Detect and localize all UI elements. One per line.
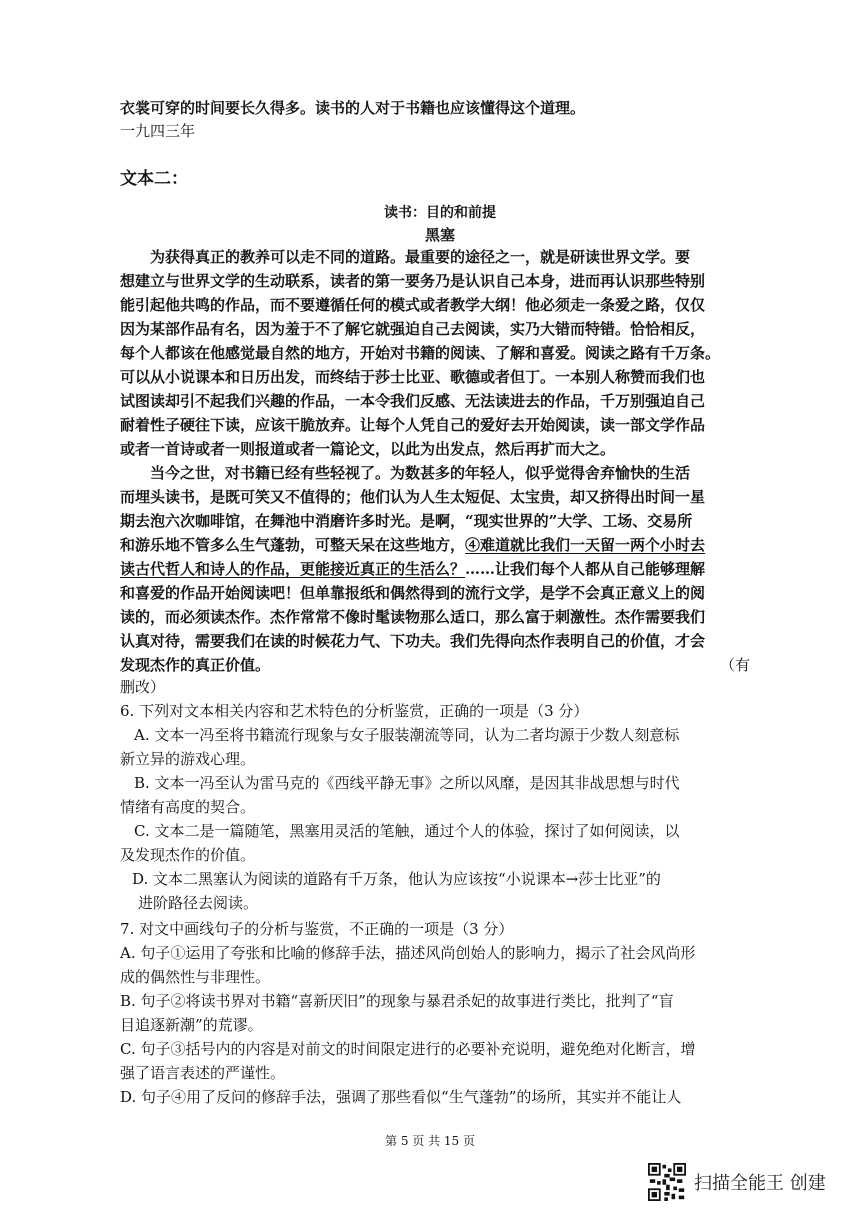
p2-line-text: 和游乐地不管多么生气蓬勃，可整天呆在这些地方， xyxy=(120,536,466,554)
qr-code-icon xyxy=(648,1163,686,1201)
p1-line: 想建立与世界文学的生动联系，读者的第一要务乃是认识自己本身，进而再认识那些特别 xyxy=(120,272,706,290)
p1-line: 为获得真正的教养可以走不同的道路。最重要的途径之一，就是研读世界文学。要 xyxy=(150,248,691,266)
q6-option-c-cont: 及发现杰作的价值。 xyxy=(120,846,256,864)
p1-line: 每个人都该在他感觉最自然的地方，开始对书籍的阅读、了解和喜爱。阅读之路有千万条。 xyxy=(120,344,721,362)
q6-option-a-cont: 新立异的游戏心理。 xyxy=(120,750,256,768)
p2-line: 而埋头读书，是既可笑又不值得的；他们认为人生太短促、太宝贵，却又挤得出时间一星 xyxy=(120,488,706,506)
q6-option-a: A. 文本一冯至将书籍流行现象与女子服装潮流等同，认为二者均源于少数人刻意标 xyxy=(134,726,680,744)
text1-last-line: 衣裳可穿的时间要长久得多。读书的人对于书籍也应该懂得这个道理。 xyxy=(120,99,586,117)
p2-line: 认真对待，需要我们在读的时候花力气、下功夫。我们先得向杰作表明自己的价值，才会 xyxy=(120,632,706,650)
p2-line-with-underline xyxy=(120,534,760,556)
q7-stem: 7. 对文中画线句子的分析与鉴赏，不正确的一项是（3 分） xyxy=(120,920,514,938)
q6-option-b: B. 文本一冯至认为雷马克的《西线平静无事》之所以风靡，是因其非战思想与时代 xyxy=(134,774,680,792)
p2-line: 当今之世，对书籍已经有些轻视了。为数甚多的年轻人，似乎觉得舍弃愉快的生活 xyxy=(150,464,691,482)
p1-line: 可以从小说课本和日历出发，而终结于莎士比亚、歌德或者但丁。一本别人称赞而我们也 xyxy=(120,368,706,386)
source-note: （有 xyxy=(720,656,751,674)
source-note-cont: 删改） xyxy=(120,678,166,696)
text1-date: 一九四三年 xyxy=(120,122,196,140)
q7-option-d: D. 句子④用了反问的修辞手法，强调了那些看似“生气蓬勃”的场所，其实并不能让人 xyxy=(120,1088,682,1106)
q7-option-c: C. 句子③括号内的内容是对前文的时间限定进行的必要补充说明，避免绝对化断言，增 xyxy=(120,1040,696,1058)
p2-line-text: ……让我们每个人都从自己能够理解 xyxy=(465,560,706,578)
p2-line: 期去泡六次咖啡馆，在舞池中消磨许多时光。是啊，“现实世界的”大学、工场、交易所 xyxy=(120,512,693,530)
q7-option-c-cont: 强了语言表述的严谨性。 xyxy=(120,1064,286,1082)
q7-option-b-cont: 目追逐新潮”的荒谬。 xyxy=(120,1016,263,1034)
text2-title: 读书：目的和前提 xyxy=(384,205,496,221)
p2-line-with-underline xyxy=(120,558,760,580)
p1-line: 耐着性子硬往下读，应该干脆放弃。让每个人凭自己的爱好去开始阅读，读一部文学作品 xyxy=(120,416,706,434)
scanner-watermark xyxy=(648,1162,826,1202)
p2-line: 和喜爱的作品开始阅读吧！但单靠报纸和偶然得到的流行文学，是学不会真正意义上的阅 xyxy=(120,584,706,602)
q6-option-c: C. 文本二是一篇随笔，黑塞用灵活的笔触，通过个人的体验，探讨了如何阅读，以 xyxy=(134,822,680,840)
q6-option-d: D. 文本二黑塞认为阅读的道路有千万条，他认为应该按“小说课本→莎士比亚”的 xyxy=(132,870,661,888)
p1-line: 或者一首诗或者一则报道或者一篇论文，以此为出发点，然后再扩而大之。 xyxy=(120,440,616,458)
text2-label: 文本二： xyxy=(120,169,188,189)
p1-line: 能引起他共鸣的作品，而不要遵循任何的模式或者教学大纲！他必须走一条爱之路，仅仅 xyxy=(120,296,706,314)
p1-line: 因为某部作品有名，因为羞于不了解它就强迫自己去阅读，实乃大错而特错。恰恰相反， xyxy=(120,320,706,338)
p1-line: 试图读却引不起我们兴趣的作品，一本令我们反感、无法读进去的作品，千万别强迫自己 xyxy=(120,392,706,410)
underlined-sentence-4: ④难道就比我们一天留一两个小时去 xyxy=(465,536,706,554)
q7-option-a: A. 句子①运用了夸张和比喻的修辞手法，描述风尚创始人的影响力，揭示了社会风尚形 xyxy=(120,944,696,962)
q6-option-b-cont: 情绪有高度的契合。 xyxy=(120,798,256,816)
q6-stem: 6. 下列对文本相关内容和艺术特色的分析鉴赏，正确的一项是（3 分） xyxy=(120,702,589,720)
text2-author: 黑塞 xyxy=(424,226,455,244)
watermark-text: 扫描全能王 创建 xyxy=(694,1173,826,1194)
q7-option-a-cont: 成的偶然性与非理性。 xyxy=(120,968,271,986)
p2-line: 读的，而必须读杰作。杰作常常不像时髦读物那么适口，那么富于刺激性。杰作需要我们 xyxy=(120,608,706,626)
q6-option-d-cont: 进阶路径去阅读。 xyxy=(138,894,259,912)
page-number: 第 5 页 共 15 页 xyxy=(385,1134,475,1148)
p2-line: 发现杰作的真正价值。 xyxy=(120,656,271,674)
underlined-sentence-4-cont: 读古代哲人和诗人的作品，更能接近真正的生活么？ xyxy=(120,560,466,578)
q7-option-b: B. 句子②将读书界对书籍“喜新厌旧”的现象与暴君杀妃的故事进行类比，批判了“盲 xyxy=(120,992,674,1010)
